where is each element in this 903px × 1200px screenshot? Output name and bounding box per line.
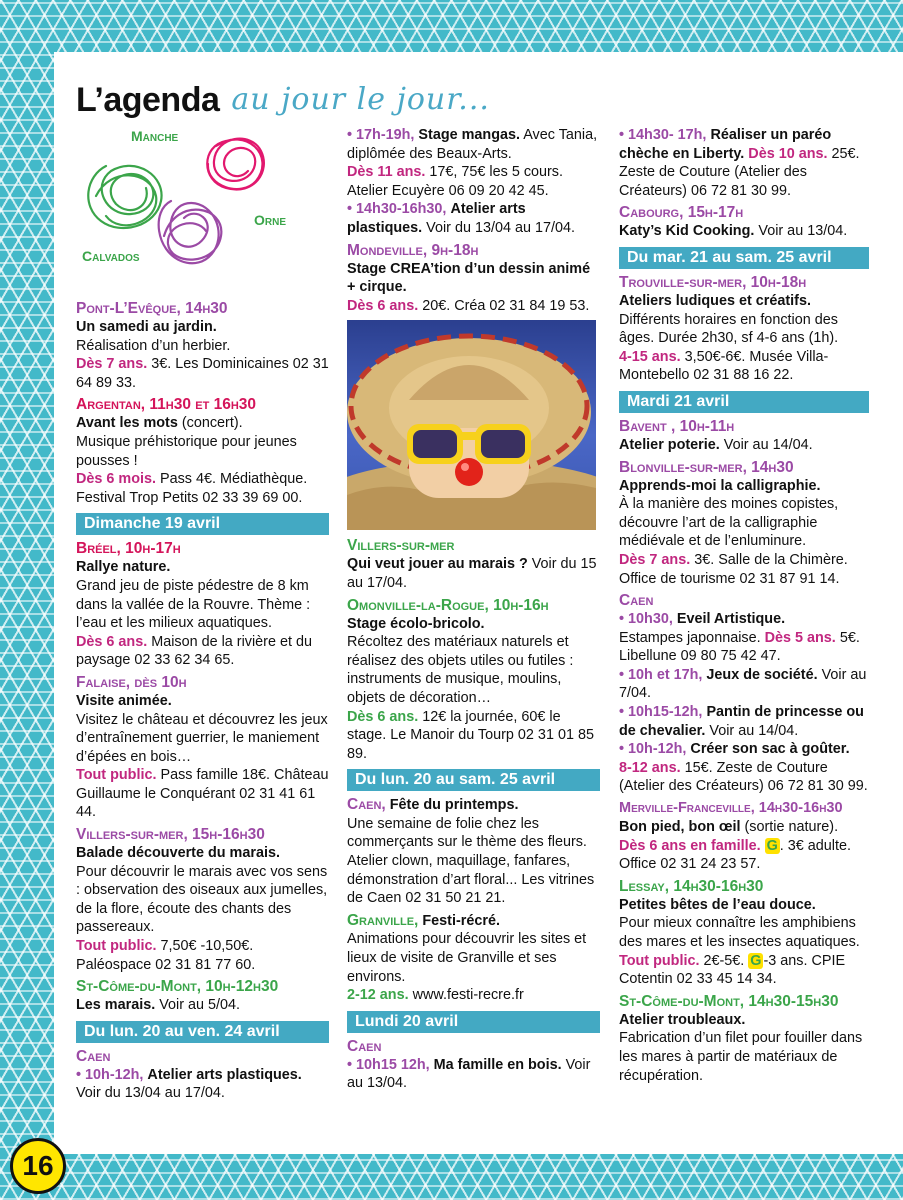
- event-age: Dès 7 ans.: [619, 551, 691, 568]
- event-time: • 10h-12h,: [619, 741, 687, 758]
- event-info: Voir au 13/04.: [758, 223, 848, 240]
- event: [619, 203, 869, 241]
- event-desc: Musique préhistorique pour jeunes pousses !: [76, 433, 297, 469]
- date-band: Du lun. 20 au sam. 25 avril: [347, 769, 600, 791]
- event-info: www.festi-recre.fr: [412, 987, 524, 1004]
- event-desc: Différents horaires en fonction des âges. Durée 2h30, sf 4-6 ans (1h).: [619, 311, 839, 347]
- event-title: Bon pied, bon œil: [619, 819, 741, 836]
- event: [347, 795, 600, 908]
- event: [76, 299, 329, 392]
- event-title: Visite animée.: [76, 692, 172, 709]
- label-manche: Manche: [131, 128, 179, 144]
- event-title: Avant les mots: [76, 415, 178, 432]
- event: [347, 911, 600, 1005]
- event-title-suffix: (sortie nature).: [740, 819, 839, 836]
- event-info: Voir au 14/04.: [723, 436, 813, 453]
- event-age: Tout public.: [76, 767, 157, 784]
- event-title: Fête du printemps.: [389, 797, 519, 814]
- event: [347, 241, 600, 316]
- event-place: Granville,: [347, 911, 419, 929]
- event-title: Réaliser un paréo chèche en Liberty.: [619, 127, 832, 162]
- event-place: Bréel, 10h-17h: [76, 540, 181, 558]
- event-age: Dès 6 ans.: [76, 633, 148, 650]
- event-place: Caen,: [347, 796, 386, 814]
- event-info: Voir au 5/04.: [159, 997, 241, 1014]
- event-age: 4-15 ans.: [619, 348, 681, 365]
- event-place: Bavent , 10h-11h: [619, 417, 735, 435]
- event-desc: Réalisation d’un herbier.: [76, 337, 231, 354]
- event-title: Festi-récré.: [422, 912, 500, 929]
- event-info: Voir au 13/04.: [347, 1056, 591, 1092]
- event-place: Villers-sur-mer, 15h-16h30: [76, 826, 265, 844]
- event-info: . 3€ adulte. Office 02 31 24 23 57.: [619, 837, 851, 873]
- event-title: Eveil Artistique.: [676, 611, 786, 628]
- event-info: Voir au 14/04.: [709, 722, 799, 739]
- event-desc: Grand jeu de piste pédestre de 8 km dans la vallée de la Rouvre. Thème : l’eau et les milieux aquatiques.: [76, 577, 311, 632]
- event-info: 25€. Zeste de Couture (Atelier des Créateurs) 06 72 81 30 99.: [619, 145, 860, 199]
- event-desc: Pour découvrir le marais avec vos sens : observation des oiseaux aux jumelles, de la flore, écoute des chants des passereaux.: [76, 863, 328, 936]
- event: [76, 825, 329, 974]
- event-place: Omonville-la-Rogue, 10h-16h: [347, 596, 549, 614]
- event-title: Stage CREA’tion d’un dessin animé + cirque.: [347, 260, 591, 296]
- date-band: Du lun. 20 au ven. 24 avril: [76, 1021, 329, 1043]
- event: [619, 877, 869, 989]
- event-info: 17€, 75€ les 5 cours. Atelier Ecuyère 06 09 20 42 45.: [347, 164, 564, 199]
- event-title: Balade découverte du marais.: [76, 845, 280, 862]
- event-place: Mondeville, 9h-18h: [347, 241, 479, 259]
- event-desc: Visitez le château et découvrez les jeux d’entraînement guerrier, le maniement d’épées en bois…: [76, 711, 328, 765]
- event-title: Jeux de société.: [706, 666, 818, 683]
- event-title: Rallye nature.: [76, 559, 171, 576]
- event-title-suffix: (concert).: [177, 415, 243, 432]
- label-orne: Orne: [254, 212, 287, 228]
- event-info: 3,50€-6€. Musée Villa-Montebello 02 31 88 16 22.: [619, 348, 829, 384]
- event-age: Dès 6 ans en famille.: [619, 837, 761, 854]
- date-band: Mardi 21 avril: [619, 391, 869, 413]
- event-place: Argentan, 11h30 et 16h30: [76, 396, 257, 414]
- event: [619, 799, 869, 874]
- event: [76, 395, 329, 507]
- event-info: Voir du 15 au 17/04.: [347, 556, 597, 591]
- page-tagline: au jour le jour...: [231, 82, 490, 117]
- event-title: Ma famille en bois.: [433, 1056, 562, 1073]
- event: [619, 992, 869, 1085]
- event: [347, 536, 600, 592]
- event-info: Maison de la rivière et du paysage 02 33 62 34 65.: [76, 633, 312, 669]
- event-info: 3€. Salle de la Chimère. Office de tourisme 02 31 87 91 14.: [619, 551, 848, 587]
- event-place: St-Côme-du-Mont, 14h30-15h30: [619, 992, 839, 1010]
- child-sombrero-image: [347, 320, 596, 530]
- event-title: Stage écolo-bricolo.: [347, 615, 485, 632]
- date-band: Lundi 20 avril: [347, 1011, 600, 1033]
- event-desc: Une semaine de folie chez les commerçants sur le thème des fleurs. Atelier clown, maquillage, fanfares, démonstration d’art floral... Les vitrines de Caen 02 31 50 21 21.: [347, 815, 595, 907]
- event-place: Pont-L’Evêque, 14h30: [76, 300, 228, 317]
- event-title: Atelier troubleaux.: [619, 1011, 746, 1028]
- event-age: Dès 11 ans.: [347, 164, 426, 181]
- event-place: Trouville-sur-mer, 10h-18h: [619, 273, 807, 291]
- event: [76, 977, 329, 1015]
- page-number: 16: [10, 1138, 66, 1194]
- event-title: Atelier poterie.: [619, 436, 720, 453]
- event: [347, 126, 600, 238]
- page-title: L’agenda: [76, 81, 220, 119]
- event-desc: Fabrication d’un filet pour fouiller dans les mares à partir de matériaux de récupération.: [619, 1030, 863, 1084]
- event-title: Qui veut jouer au marais ?: [347, 556, 528, 573]
- region-map: [76, 126, 301, 276]
- event: [76, 539, 329, 670]
- event-info: Pass 4€. Médiathèque. Festival Trop Petits 02 33 39 69 00.: [76, 471, 308, 506]
- event-info: Pass famille 18€. Château Guillaume le Conquérant 02 31 41 61 44.: [76, 767, 329, 821]
- event-time: • 14h30- 17h,: [619, 127, 707, 143]
- event-age: Dès 6 mois.: [76, 471, 156, 488]
- column-2: [347, 126, 600, 1096]
- event-desc: Pour mieux connaître les amphibiens des mares et les insectes aquatiques.: [619, 915, 860, 950]
- event-place: Caen: [619, 592, 654, 610]
- event: [619, 273, 869, 385]
- event-desc: Animations pour découvrir les sites et lieux de visite de Granville et ses environs.: [347, 931, 587, 985]
- event-age: Dès 6 ans.: [347, 708, 419, 725]
- event-title: Un samedi au jardin.: [76, 319, 217, 335]
- free-badge-icon: G: [766, 837, 778, 854]
- event: [347, 596, 600, 764]
- event-place: Merville-Franceville, 14h30-16h30: [619, 800, 843, 817]
- event: [76, 673, 329, 822]
- label-calvados: Calvados: [82, 248, 140, 264]
- free-badge-icon: G: [750, 952, 762, 969]
- event-info: 7,50€ -10,50€. Paléospace 02 31 81 77 60.: [76, 938, 256, 973]
- event-title: Les marais.: [76, 997, 156, 1014]
- event: [619, 417, 869, 455]
- event-age: 8-12 ans.: [619, 759, 681, 776]
- event-info: 15€. Zeste de Couture (Atelier des Créateurs) 06 72 81 30 99.: [619, 759, 868, 795]
- event-place: Caen: [76, 1047, 111, 1065]
- event-info: Voir du 13/04 au 17/04.: [76, 1085, 225, 1102]
- event-time: • 10h-12h,: [76, 1066, 144, 1083]
- photo-child-sombrero: [347, 320, 596, 530]
- event-title: Apprends-moi la calligraphie.: [619, 477, 821, 494]
- event-age: Dès 6 ans.: [347, 297, 419, 314]
- event-desc: À la manière des moines copistes, découvre l’art de la calligraphie médiévale et de l’enluminure.: [619, 496, 839, 550]
- event-title: Petites bêtes de l’eau douce.: [619, 896, 816, 913]
- event-place: St-Côme-du-Mont, 10h-12h30: [76, 978, 279, 996]
- event-price: 2€-5€.: [699, 952, 745, 969]
- date-band: Du mar. 21 au sam. 25 avril: [619, 247, 869, 269]
- event-title: Créer son sac à goûter.: [690, 741, 850, 758]
- event-time: • 10h et 17h,: [619, 666, 703, 683]
- event-place: Lessay, 14h30-16h30: [619, 877, 764, 895]
- column-1: [76, 296, 329, 1106]
- event: [619, 458, 869, 589]
- event-age: Tout public.: [76, 938, 157, 955]
- event-age: Tout public.: [619, 952, 700, 969]
- event-desc: Avec Tania, diplômée des Beaux-Arts.: [347, 127, 598, 162]
- event-title: Atelier arts plastiques.: [147, 1066, 302, 1083]
- event-title: Ateliers ludiques et créatifs.: [619, 292, 811, 309]
- event-info: 5€. Libellune 09 80 75 42 47.: [619, 629, 860, 665]
- event-place: Blonville-sur-mer, 14h30: [619, 458, 794, 476]
- event-age: Dès 5 ans.: [764, 629, 836, 646]
- event-title: Pantin de princesse ou de chevalier.: [619, 704, 864, 739]
- event-time: • 10h15-12h,: [619, 704, 703, 721]
- event-title: Atelier arts plastiques.: [347, 201, 526, 236]
- event-title: Katy’s Kid Cooking.: [619, 223, 755, 240]
- column-3: [619, 126, 869, 1088]
- event-title: Stage mangas.: [418, 127, 520, 143]
- event-time: • 17h-19h,: [347, 127, 415, 143]
- event-age: Dès 10 ans.: [748, 145, 828, 162]
- event-age: Dès 7 ans.: [76, 356, 148, 373]
- event: [619, 126, 869, 200]
- header: [76, 70, 490, 120]
- date-band: Dimanche 19 avril: [76, 513, 329, 535]
- event-time: • 10h30,: [619, 611, 673, 628]
- event: [347, 1037, 600, 1093]
- event-desc: Récoltez des matériaux naturels et réalisez des objets utiles ou futiles : instruments de musique, moulins, objets de décoration…: [347, 634, 574, 706]
- event: [619, 591, 869, 796]
- event-info: 12€ la journée, 60€ le stage. Le Manoir du Tourp 02 31 01 85 89.: [347, 708, 594, 762]
- event-place: Caen: [347, 1037, 382, 1055]
- event-place: Cabourg, 15h-17h: [619, 204, 744, 222]
- event-place: Falaise, dès 10h: [76, 673, 187, 691]
- event-info: 3€. Les Dominicaines 02 31 64 89 33.: [76, 356, 329, 391]
- event-info: -3 ans. CPIE Cotentin 02 33 45 14 34.: [619, 952, 846, 988]
- event-info: Voir au 7/04.: [619, 666, 867, 702]
- event-time: • 10h15 12h,: [347, 1056, 430, 1073]
- event-desc: Estampes japonnaise.: [619, 629, 761, 646]
- event-age: 2-12 ans.: [347, 987, 409, 1004]
- event: [76, 1047, 329, 1103]
- event-info: Voir du 13/04 au 17/04.: [426, 219, 575, 236]
- event-time: • 14h30-16h30,: [347, 201, 447, 218]
- event-place: Villers-sur-mer: [347, 537, 455, 555]
- event-info: 20€. Créa 02 31 84 19 53.: [422, 297, 590, 314]
